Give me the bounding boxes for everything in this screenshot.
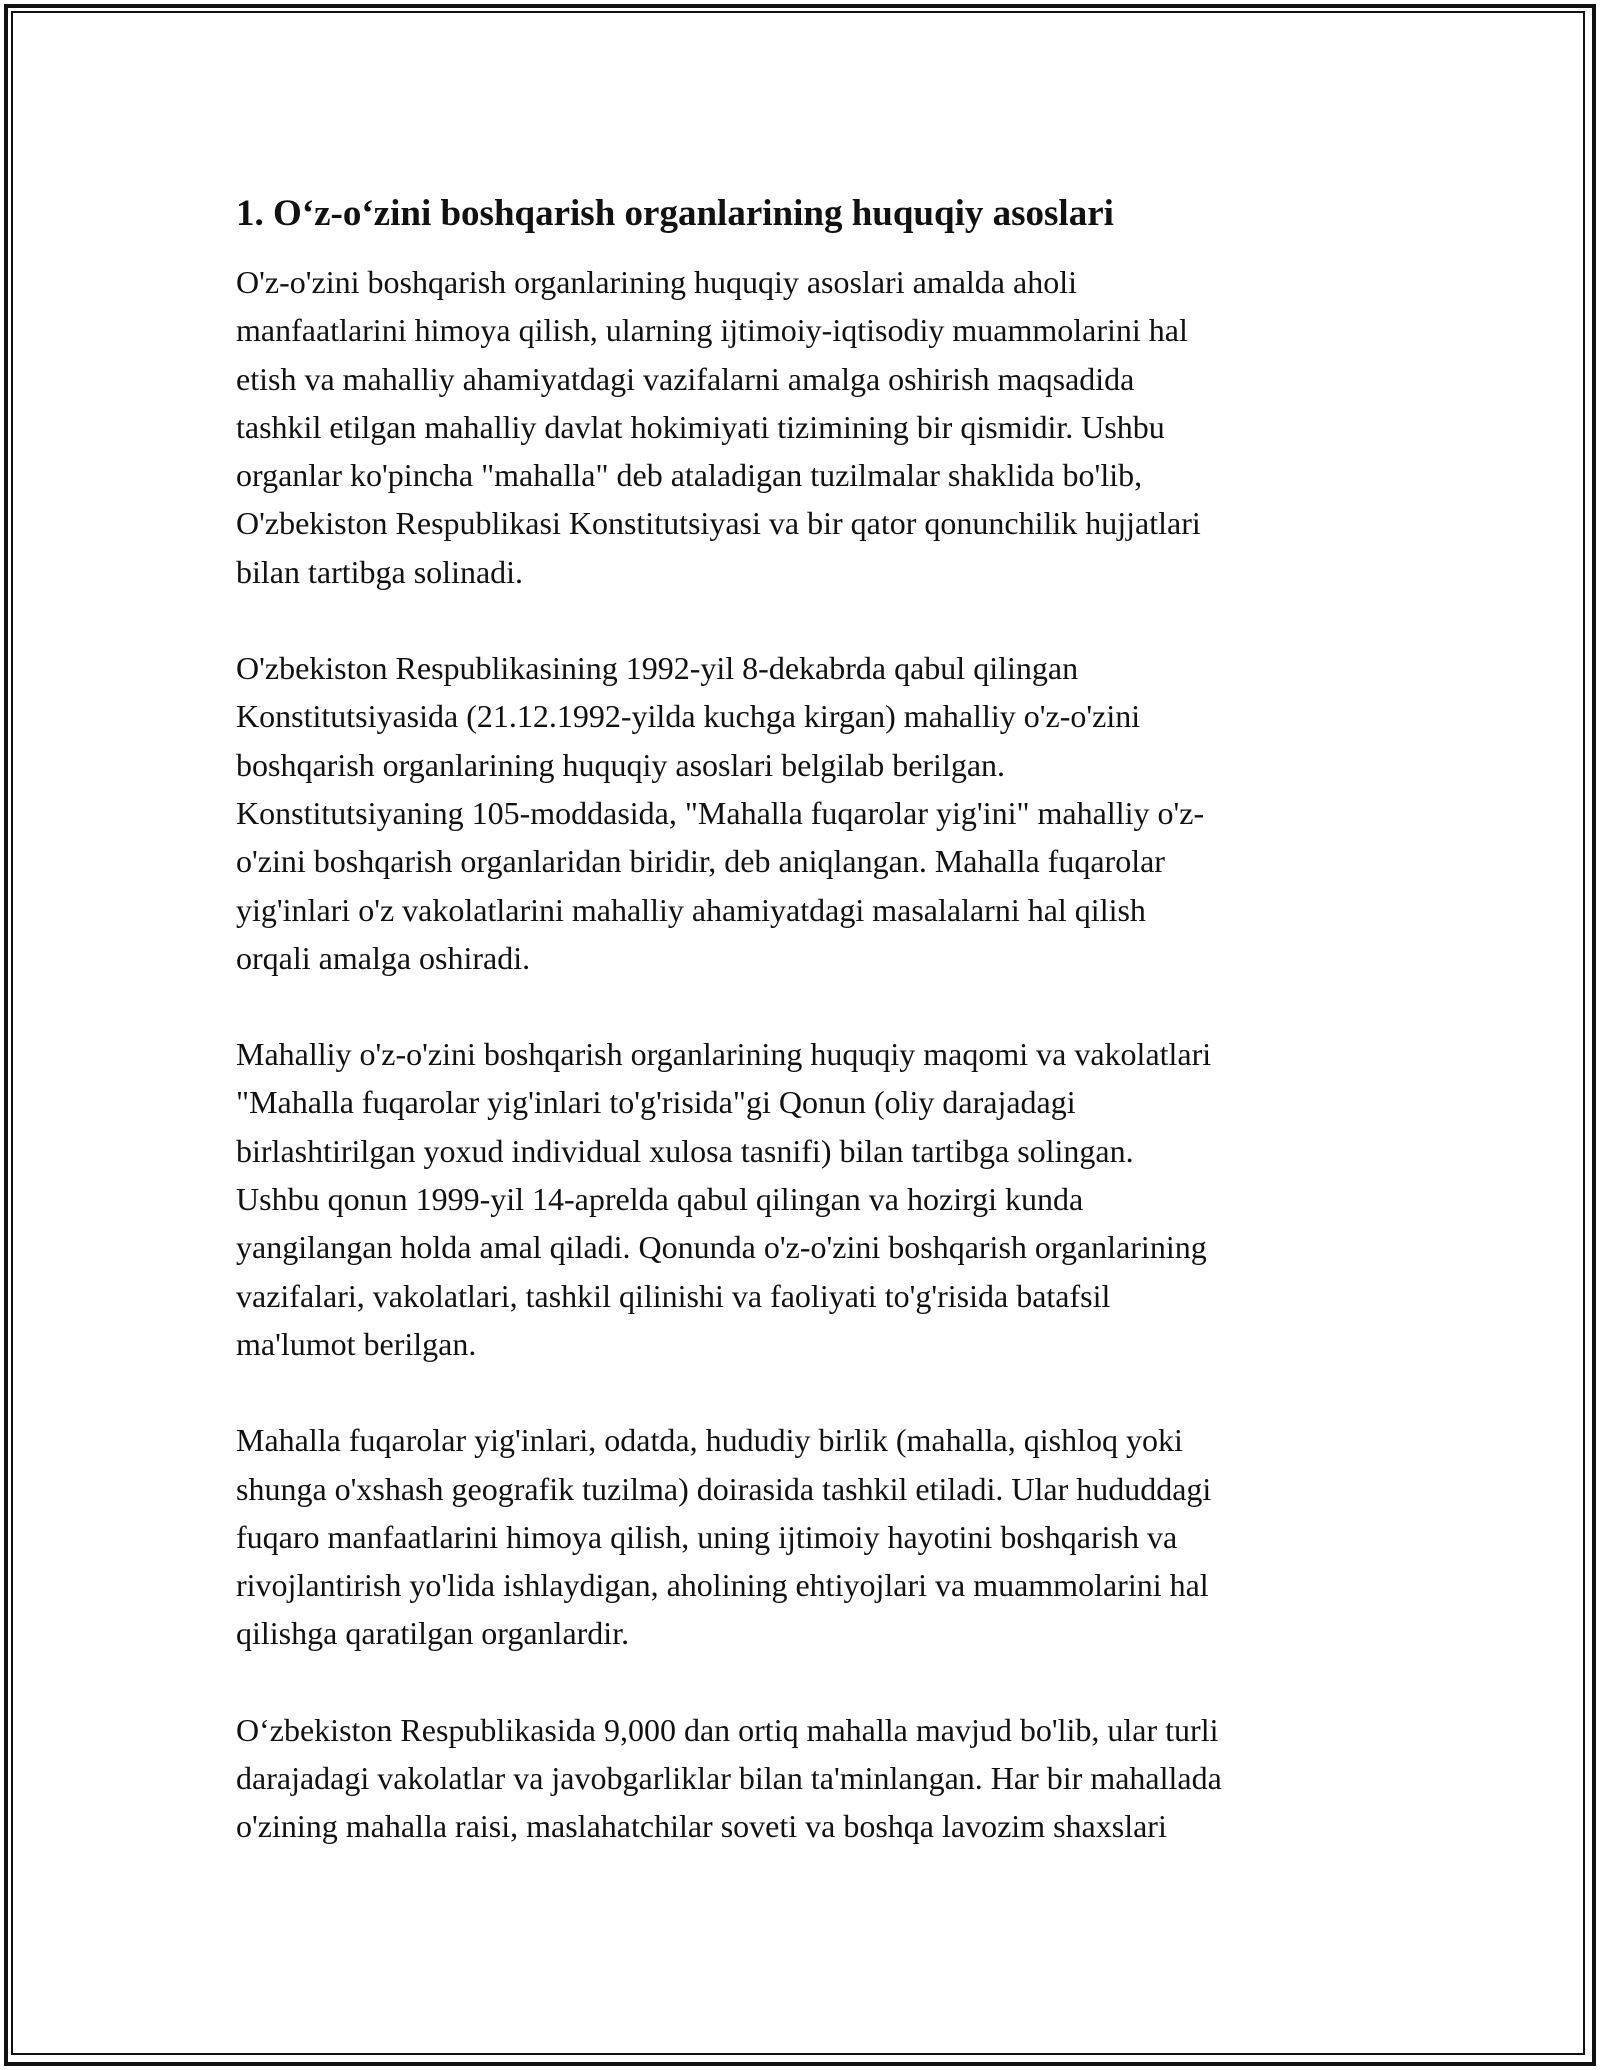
section-heading: 1. O‘z-o‘zini boshqarish organlarining huquqiy asoslari: [236, 193, 1114, 234]
document-body: [236, 186, 1376, 1851]
text-line: boshqarish organlarining huquqiy asoslari belgilab berilgan.: [236, 746, 1006, 783]
text-line: yig'inlari o'z vakolatlarini mahalliy ahamiyatdagi masalalarni hal qilish: [236, 891, 1146, 928]
text-line: vazifalari, vakolatlari, tashkil qilinishi va faoliyati to'g'risida batafsil: [236, 1277, 1111, 1314]
paragraph: [236, 1030, 1376, 1368]
text-line: birlashtirilgan yoxud individual xulosa tasnifi) bilan tartibga solingan.: [236, 1132, 1134, 1169]
text-line: yangilangan holda amal qiladi. Qonunda o'z-o'zini boshqarish organlarining: [236, 1229, 1207, 1266]
text-line: o'zini boshqarish organlaridan biridir, deb aniqlangan. Mahalla fuqarolar: [236, 843, 1165, 880]
text-line: Mahalliy o'z-o'zini boshqarish organlarining huquqiy maqomi va vakolatlari: [236, 1036, 1212, 1073]
text-line: etish va mahalliy ahamiyatdagi vazifalarni amalga oshirish maqsadida: [236, 360, 1135, 397]
text-line: qilishga qaratilgan organlardir.: [236, 1615, 630, 1652]
text-line: organlar ko'pincha "mahalla" deb ataladigan tuzilmalar shaklida bo'lib,: [236, 457, 1143, 494]
text-line: orqali amalga oshiradi.: [236, 939, 531, 976]
paragraph: [236, 644, 1376, 982]
text-line: Mahalla fuqarolar yig'inlari, odatda, hududiy birlik (mahalla, qishloq yoki: [236, 1422, 1183, 1459]
paragraph: [236, 258, 1376, 596]
text-line: tashkil etilgan mahalliy davlat hokimiyati tizimining bir qismidir. Ushbu: [236, 408, 1165, 445]
body-text: [236, 258, 1376, 1851]
text-line: O'zbekiston Respublikasining 1992-yil 8-dekabrda qabul qilingan: [236, 650, 1079, 687]
text-line: fuqaro manfaatlarini himoya qilish, uning ijtimoiy hayotini boshqarish va: [236, 1518, 1178, 1555]
text-line: o'zining mahalla raisi, maslahatchilar soveti va boshqa lavozim shaxslari: [236, 1808, 1167, 1845]
paragraph: [236, 1416, 1376, 1657]
text-line: manfaatlarini himoya qilish, ularning ijtimoiy-iqtisodiy muammolarini hal: [236, 312, 1188, 349]
paragraph: [236, 1706, 1376, 1851]
text-line: ma'lumot berilgan.: [236, 1325, 477, 1362]
text-line: "Mahalla fuqarolar yig'inlari to'g'risida"gi Qonun (oliy darajadagi: [236, 1084, 1076, 1121]
text-line: Ushbu qonun 1999-yil 14-aprelda qabul qilingan va hozirgi kunda: [236, 1181, 1084, 1218]
text-line: Konstitutsiyaning 105-moddasida, "Mahalla fuqarolar yig'ini" mahalliy o'z-: [236, 794, 1205, 831]
text-line: Konstitutsiyasida (21.12.1992-yilda kuchga kirgan) mahalliy o'z-o'zini: [236, 698, 1141, 735]
text-line: O‘zbekiston Respublikasida 9,000 dan ortiq mahalla mavjud bo'lib, ular turli: [236, 1711, 1219, 1748]
text-line: O'zbekiston Respublikasi Konstitutsiyasi va bir qator qonunchilik hujjatlari: [236, 505, 1201, 542]
text-line: darajadagi vakolatlar va javobgarliklar bilan ta'minlangan. Har bir mahallada: [236, 1760, 1222, 1797]
text-line: rivojlantirish yo'lida ishlaydigan, aholining ehtiyojlari va muammolarini hal: [236, 1567, 1209, 1604]
text-line: shunga o'xshash geografik tuzilma) doirasida tashkil etiladi. Ular hududdagi: [236, 1470, 1212, 1507]
text-line: bilan tartibga solinadi.: [236, 553, 524, 590]
text-line: O'z-o'zini boshqarish organlarining huquqiy asoslari amalda aholi: [236, 264, 1077, 300]
